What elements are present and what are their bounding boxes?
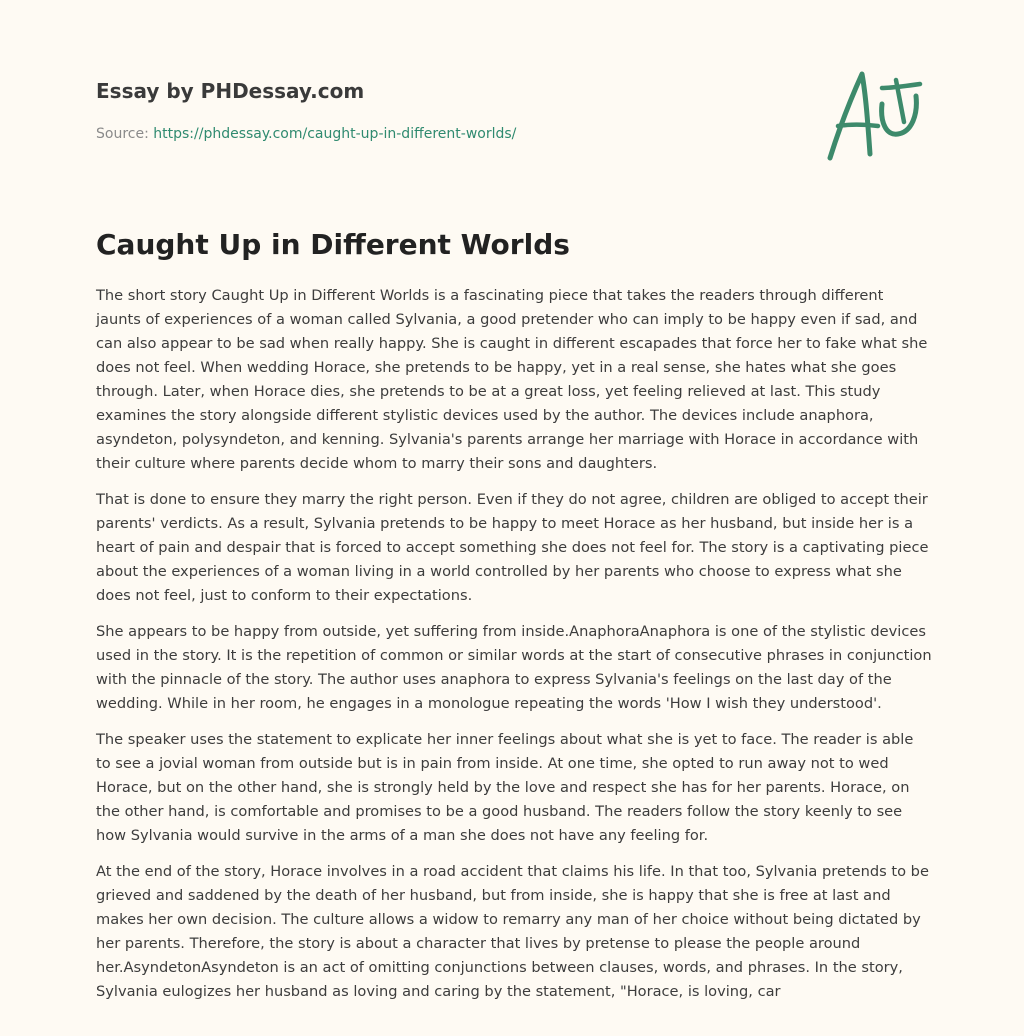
- essay-body: [96, 284, 932, 1016]
- essay-paragraph: The short story Caught Up in Different Worlds is a fascinating piece that takes the readers through different jaunts of experiences of a woman called Sylvania, a good pretender who can imply to be happy even if sad, and can also appear to be sad when really happy. She is caught in different escapades that force her to fake what she does not feel. When wedding Horace, she pretends to be happy, yet in a real sense, she hates what she goes through. Later, when Horace dies, she pretends to be at a great loss, yet feeling relieved at last. This study examines the story alongside different stylistic devices used by the author. The devices include anaphora, asyndeton, polysyndeton, and kenning. Sylvania's parents arrange her marriage with Horace in accordance with their culture where parents decide whom to marry their sons and daughters.: [96, 287, 928, 472]
- header: [96, 78, 796, 144]
- essay-title: Caught Up in Different Worlds: [96, 228, 570, 261]
- essay-paragraph: That is done to ensure they marry the right person. Even if they do not agree, children are obliged to accept their parents' verdicts. As a result, Sylvania pretends to be happy to meet Horace as her husband, but inside her is a heart of pain and despair that is forced to accept something she does not feel for. The story is a captivating piece about the experiences of a woman living in a world controlled by her parents who choose to express what she does not feel, just to conform to their expectations.: [96, 491, 929, 604]
- source-label: Source:: [96, 126, 149, 142]
- a-plus-logo-icon: [820, 66, 930, 166]
- source-line: [96, 124, 796, 144]
- source-link[interactable]: https://phdessay.com/caught-up-in-different-worlds/: [153, 126, 517, 142]
- site-brand: Essay by PHDessay.com: [96, 79, 365, 103]
- essay-paragraph: At the end of the story, Horace involves in a road accident that claims his life. In that too, Sylvania pretends to be grieved and saddened by the death of her husband, but from inside, she is happy that she is free at last and makes her own decision. The culture allows a widow to remarry any man of her choice without being dictated by her parents. Therefore, the story is about a character that lives by pretense to please the people around her.AsyndetonAsyndeton is an act of omitting conjunctions between clauses, words, and phrases. In the story, Sylvania eulogizes her husband as loving and caring by the statement, "Horace, is loving, car: [96, 863, 929, 1000]
- essay-paragraph: She appears to be happy from outside, yet suffering from inside.AnaphoraAnaphora is one of the stylistic devices used in the story. It is the repetition of common or similar words at the start of consecutive phrases in conjunction with the pinnacle of the story. The author uses anaphora to express Sylvania's feelings on the last day of the wedding. While in her room, he engages in a monologue repeating the words 'How I wish they understood'.: [96, 623, 932, 712]
- essay-paragraph: The speaker uses the statement to explicate her inner feelings about what she is yet to face. The reader is able to see a jovial woman from outside but is in pain from inside. At one time, she opted to run away not to wed Horace, but on the other hand, she is strongly held by the love and respect she has for her parents. Horace, on the other hand, is comfortable and promises to be a good husband. The readers follow the story keenly to see how Sylvania would survive in the arms of a man she does not have any feeling for.: [96, 731, 914, 844]
